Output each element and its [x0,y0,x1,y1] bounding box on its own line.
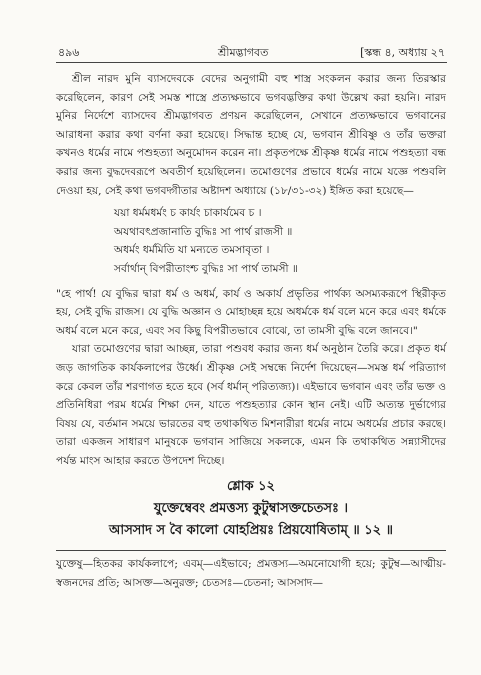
sloka-line: যুক্তেম্বেবং প্রমত্তস্য কুটুম্বাসক্তচেতসঃ । [153,501,349,517]
verse-line: সর্বার্থান্ বিপরীতাংশ্চ বুদ্ধিঃ সা পার্থ তামসী ॥ [114,262,298,275]
verse-line: অধর্মং ধর্মমিতি যা মন্যতে তমসাবৃতা । [114,244,270,257]
page-body [56,70,446,593]
chapter-reference: [স্কন্ধ ৪, অধ্যায় ২৭ [360,46,445,59]
gita-quote-verses [114,204,446,278]
sloka-title: শ্লোক ১২ [226,479,276,495]
sloka-line: আসসাদ স বৈ কালো যোহপ্রিয়ঃ প্রিয়যোষিতাম্ ॥ ১২ ॥ [109,523,393,539]
page-number: ৪৯৬ [58,46,80,59]
verse-line: অযথাবৎপ্রজানাতি বুদ্ধিঃ সা পার্থ রাজসী ॥ [114,225,293,238]
header-rule [56,62,447,63]
sloka-divider [56,550,446,551]
page-header [58,44,445,62]
book-title: শ্রীমদ্ভাগবত [218,46,269,59]
verse-line: যয়া ধর্মমধর্মং চ কার্যং চাকার্যমেব চ । [114,207,262,220]
verse-translation: "হে পার্থ! যে বুদ্ধির দ্বারা ধর্ম ও অধর্ম, কার্য ও অকার্য প্রভৃতির পার্থক্য অসম্যকরূপে স্থিরীকৃত হয়, সেই বুদ্ধি রাজস। যে বুদ্ধি অজ্ঞান ও মোহাচ্ছন্ন হয়ে অধর্মকে ধর্ম বলে মনে করে এবং ধর্মকে অধর্ম বলে মনে করে, এবং সব কিছু বিপরীতভাবে বোঝে, তা তামসী বুদ্ধি বলে জানবে।" [56,287,446,337]
purport-paragraph: যারা তমোগুণের দ্বারা আচ্ছন্ন, তারা পশুবধ করার জন্য ধর্ম অনুষ্ঠান তৈরি করে। প্রকৃত ধর্ম জড় জাগতিক কার্যকলাপের উর্ধ্বে। শ্রীকৃষ্ণ সেই সম্বন্ধে নির্দেশ দিয়েছেন—সমস্ত ধর্ম পরিত্যাগ করে কেবল তাঁর শরণাগত হতে হবে (সর্ব ধর্মান্ পরিত্যজ্য)। এইভাবে ভগবান এবং তাঁর ভক্ত ও প্রতিনিধিরা পরম ধর্মের শিক্ষা দেন, যাতে পশুহত্যার কোন স্থান নেই। এটি অত্যন্ত দুর্ভাগ্যের বিষয় যে, বর্তমান সময়ে ভারতের বহু তথাকথিত মিশনারীরা ধর্মের নামে অধর্মের প্রচার করছে। তারা একজন সাধারণ মানুষকে ভগবান সাজিয়ে সকলকে, এমন কি তথাকথিত সন্ন্যাসীদের পর্যন্ত মাংস আহার করতে উপদেশ দিচ্ছে। [56,343,446,467]
purport-paragraph: শ্রীল নারদ মুনি ব্যাসদেবকে বেদের অনুগামী বহু শাস্ত্র সংকলন করার জন্য তিরস্কার করেছিলেন, কারণ সেই সমস্ত শাস্ত্রে প্রত্যক্ষভাবে ভগবদ্ভক্তির কথা উল্লেখ করা হয়নি। নারদ মুনির নির্দেশে ব্যাসদেব শ্রীমদ্ভাগবত প্রণয়ন করেছিলেন, সেখানে প্রত্যক্ষভাবে ভগবানের আরাধনা করার কথা বর্ণনা করা হয়েছে। সিদ্ধান্ত হচ্ছে যে, ভগবান শ্রীবিষ্ণু ও তাঁর ভক্তরা কখনও ধর্মের নামে পশুহত্যা অনুমোদন করেন না। প্রকৃতপক্ষে শ্রীকৃষ্ণ ধর্মের নামে পশুহত্যা বন্ধ করার জন্য বুদ্ধদেবরূপে অবতীর্ণ হয়েছিলেন। তমোগুণের প্রভাবে ধর্মের নামে যজ্ঞে পশুবলি দেওয়া হয়, সেই কথা ভগবদ্গীতার অষ্টাদশ অধ্যায়ে (১৮/৩১-৩২) ইঙ্গিত করা হয়েছে— [56,73,446,197]
synonyms-text: যুক্তেষু—হিতকর কার্যকলাপে; এবম্—এইভাবে; প্রমত্তস্য—অমনোযোগী হয়ে; কুটুম্ব—আত্মীয়-স্বজনদের প্রতি; আসক্ত—অনুরক্ত; চেতসঃ—চেতনা; আসসাদ— [56,558,446,590]
